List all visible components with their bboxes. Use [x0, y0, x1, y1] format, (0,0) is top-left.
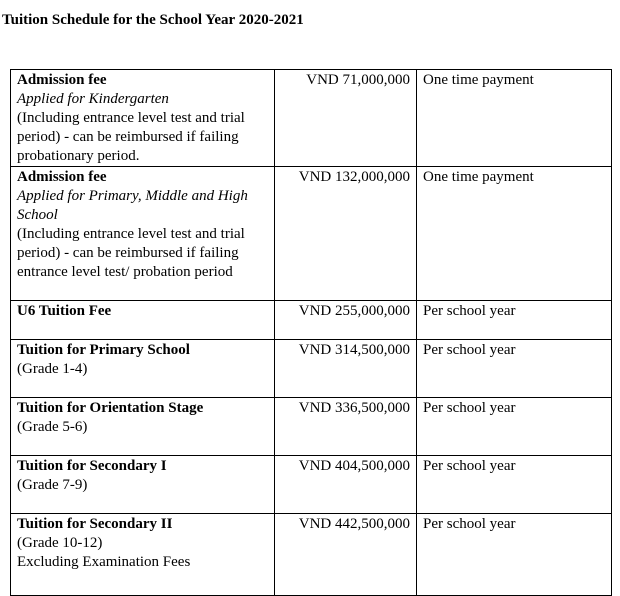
table-row	[11, 301, 612, 340]
fee-description-cell	[11, 167, 275, 301]
fee-amount: VND 255,000,000	[275, 301, 417, 340]
fee-frequency: One time payment	[417, 70, 612, 167]
fee-grades: (Grade 7-9)	[17, 477, 88, 493]
tuition-table	[10, 69, 612, 596]
fee-note: Excluding Examination Fees	[17, 554, 191, 570]
fee-scope: Applied for Primary, Middle and High School	[17, 188, 248, 223]
fee-amount: VND 442,500,000	[275, 514, 417, 596]
fee-frequency: Per school year	[417, 301, 612, 340]
table-row	[11, 340, 612, 398]
fee-amount: VND 314,500,000	[275, 340, 417, 398]
fee-grades: (Grade 10-12)	[17, 535, 103, 551]
fee-description-cell	[11, 514, 275, 596]
table-row	[11, 456, 612, 514]
fee-name: Tuition for Orientation Stage	[17, 400, 204, 416]
fee-note: (Including entrance level test and trial period) - can be reimbursed if failing entrance level test/ probation period	[17, 226, 245, 280]
fee-scope: Applied for Kindergarten	[17, 91, 169, 107]
fee-amount: VND 132,000,000	[275, 167, 417, 301]
fee-amount: VND 71,000,000	[275, 70, 417, 167]
fee-name: Tuition for Secondary I	[17, 458, 167, 474]
fee-frequency: Per school year	[417, 456, 612, 514]
fee-amount: VND 404,500,000	[275, 456, 417, 514]
fee-name: Tuition for Secondary II	[17, 516, 173, 532]
fee-description-cell	[11, 70, 275, 167]
fee-amount: VND 336,500,000	[275, 398, 417, 456]
fee-description-cell	[11, 456, 275, 514]
fee-name: Admission fee	[17, 169, 107, 185]
fee-description-cell	[11, 340, 275, 398]
fee-description-cell	[11, 301, 275, 340]
fee-frequency: Per school year	[417, 514, 612, 596]
fee-grades: (Grade 5-6)	[17, 419, 88, 435]
fee-description-cell	[11, 398, 275, 456]
fee-note: (Including entrance level test and trial period) - can be reimbursed if failing probationary period.	[17, 110, 245, 164]
fee-frequency: Per school year	[417, 398, 612, 456]
page-title: Tuition Schedule for the School Year 2020-2021	[2, 12, 304, 28]
table-row	[11, 167, 612, 301]
fee-frequency: One time payment	[417, 167, 612, 301]
table-row	[11, 398, 612, 456]
table-row	[11, 70, 612, 167]
fee-name: Admission fee	[17, 72, 107, 88]
fee-frequency: Per school year	[417, 340, 612, 398]
table-row	[11, 514, 612, 596]
fee-grades: (Grade 1-4)	[17, 361, 88, 377]
fee-name: U6 Tuition Fee	[17, 303, 112, 319]
fee-name: Tuition for Primary School	[17, 342, 190, 358]
